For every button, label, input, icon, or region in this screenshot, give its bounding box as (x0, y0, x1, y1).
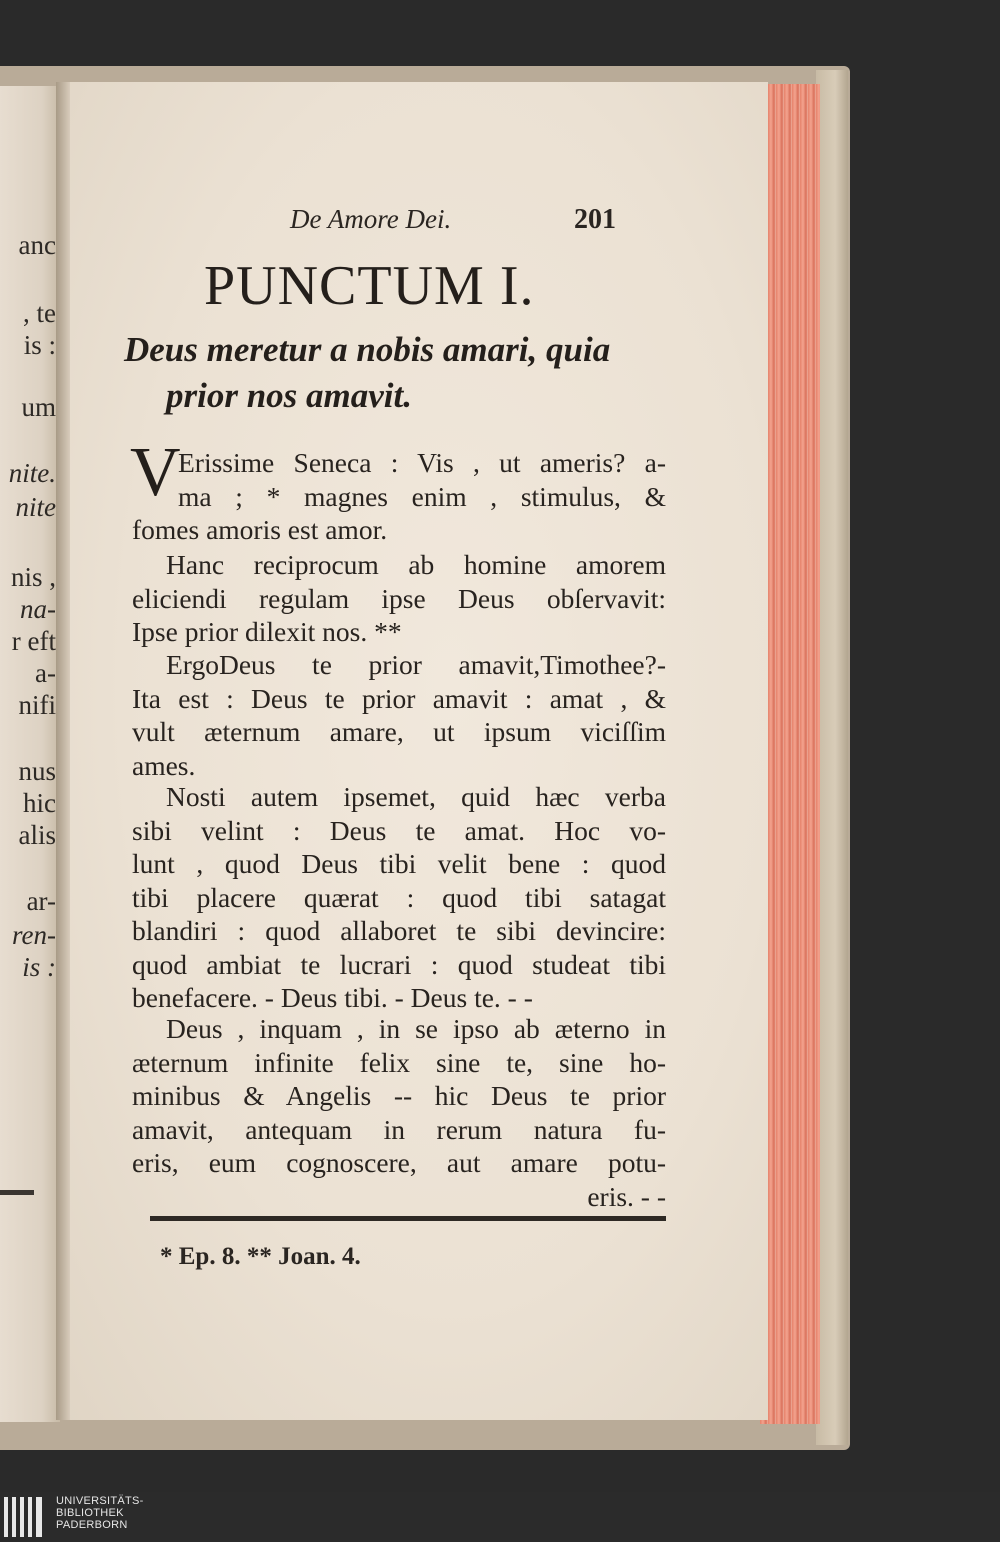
text-line: eliciendi regulam ipse Deus obſervavit: (132, 582, 666, 614)
left-page-fragment: um (21, 392, 56, 422)
text-line: Erissime Seneca : Vis , ut ameris? a- (178, 447, 666, 478)
drop-cap: V (130, 434, 181, 511)
text-line: ma ; * magnes enim , stimulus, & (178, 480, 666, 512)
library-bar (0, 1492, 1000, 1542)
text-line: vult æternum amare, ut ipsum viciſſim (132, 716, 666, 747)
left-page (0, 86, 60, 1422)
left-page-fragment: alis (18, 820, 56, 850)
text-line: amavit, antequam in rerum natura fu- (132, 1113, 666, 1145)
text-line: benefacere. - Deus tibi. - Deus te. - - (132, 982, 533, 1013)
library-name-line-1: UNIVERSITÄTS- (56, 1495, 144, 1507)
text-line: æternum infinite felix sine te, sine ho- (132, 1046, 666, 1078)
section-heading: PUNCTUM I. (204, 255, 535, 317)
text-line: ames. (132, 749, 196, 781)
library-logo-icon (4, 1497, 48, 1537)
library-name-line-2: BIBLIOTHEK (56, 1507, 124, 1519)
text-line: eris. - - (587, 1180, 666, 1212)
left-page-fragment: , te (23, 298, 56, 328)
text-line: tibi placere quærat : quod tibi satagat (132, 881, 666, 913)
left-page-fragment: na- (20, 594, 56, 624)
left-page-fragment: nifi (18, 690, 56, 720)
page-gutter (56, 82, 70, 1420)
left-page-fragment: nus (18, 756, 56, 786)
text-line: lunt , quod Deus tibi velit bene : quod (132, 848, 666, 879)
left-page-fragment: is : (23, 330, 56, 360)
text-line: Nosti autem ipsemet, quid hæc verba (166, 781, 666, 812)
footnote-rule (150, 1216, 666, 1221)
left-page-fragment: hic (23, 788, 56, 818)
left-page-fragment: is : (22, 952, 56, 982)
left-page-fragment: nis , (10, 562, 56, 592)
text-line: blandiri : quod allaboret te sibi devincire: (132, 915, 666, 946)
text-line: quod ambiat te lucrari : quod studeat tibi (132, 948, 666, 980)
text-line: fomes amoris est amor. (132, 514, 388, 545)
text-line: Deus , inquam , in se ipso ab æterno in (166, 1013, 666, 1044)
text-line: eris, eum cognoscere, aut amare potu- (132, 1147, 666, 1178)
text-line: sibi velint : Deus te amat. Hoc vo- (132, 814, 666, 846)
text-line: Ita est : Deus te prior amavit : amat , & (132, 682, 666, 714)
left-page-fragment: a- (35, 658, 56, 688)
text-line: Hanc reciprocum ab homine amorem (166, 549, 666, 580)
left-page-fragment: ren- (12, 920, 56, 950)
subheading-line-1: Deus meretur a nobis amari, quia (124, 330, 611, 369)
page-number: 201 (574, 204, 616, 235)
left-page-fragment: ar- (26, 886, 56, 916)
left-page-fragment: nite. (8, 458, 56, 488)
left-page-rule (0, 1190, 34, 1195)
left-page-fragment: nite (15, 492, 56, 522)
running-head: De Amore Dei. (290, 204, 452, 234)
book-cover-edge (816, 70, 848, 1445)
left-page-fragment: anc (18, 230, 56, 260)
red-page-edges (760, 84, 820, 1424)
left-page-fragment: r eft (11, 626, 56, 656)
subheading-line-2: prior nos amavit. (166, 376, 413, 415)
footnotes: * Ep. 8. ** Joan. 4. (160, 1243, 361, 1270)
library-name-line-3: PADERBORN (56, 1519, 128, 1531)
text-line: Ipse prior dilexit nos. ** (132, 616, 402, 647)
text-line: ErgoDeus te prior amavit,Timothee?- (166, 649, 666, 680)
text-line: minibus & Angelis -- hic Deus te prior (132, 1080, 666, 1111)
